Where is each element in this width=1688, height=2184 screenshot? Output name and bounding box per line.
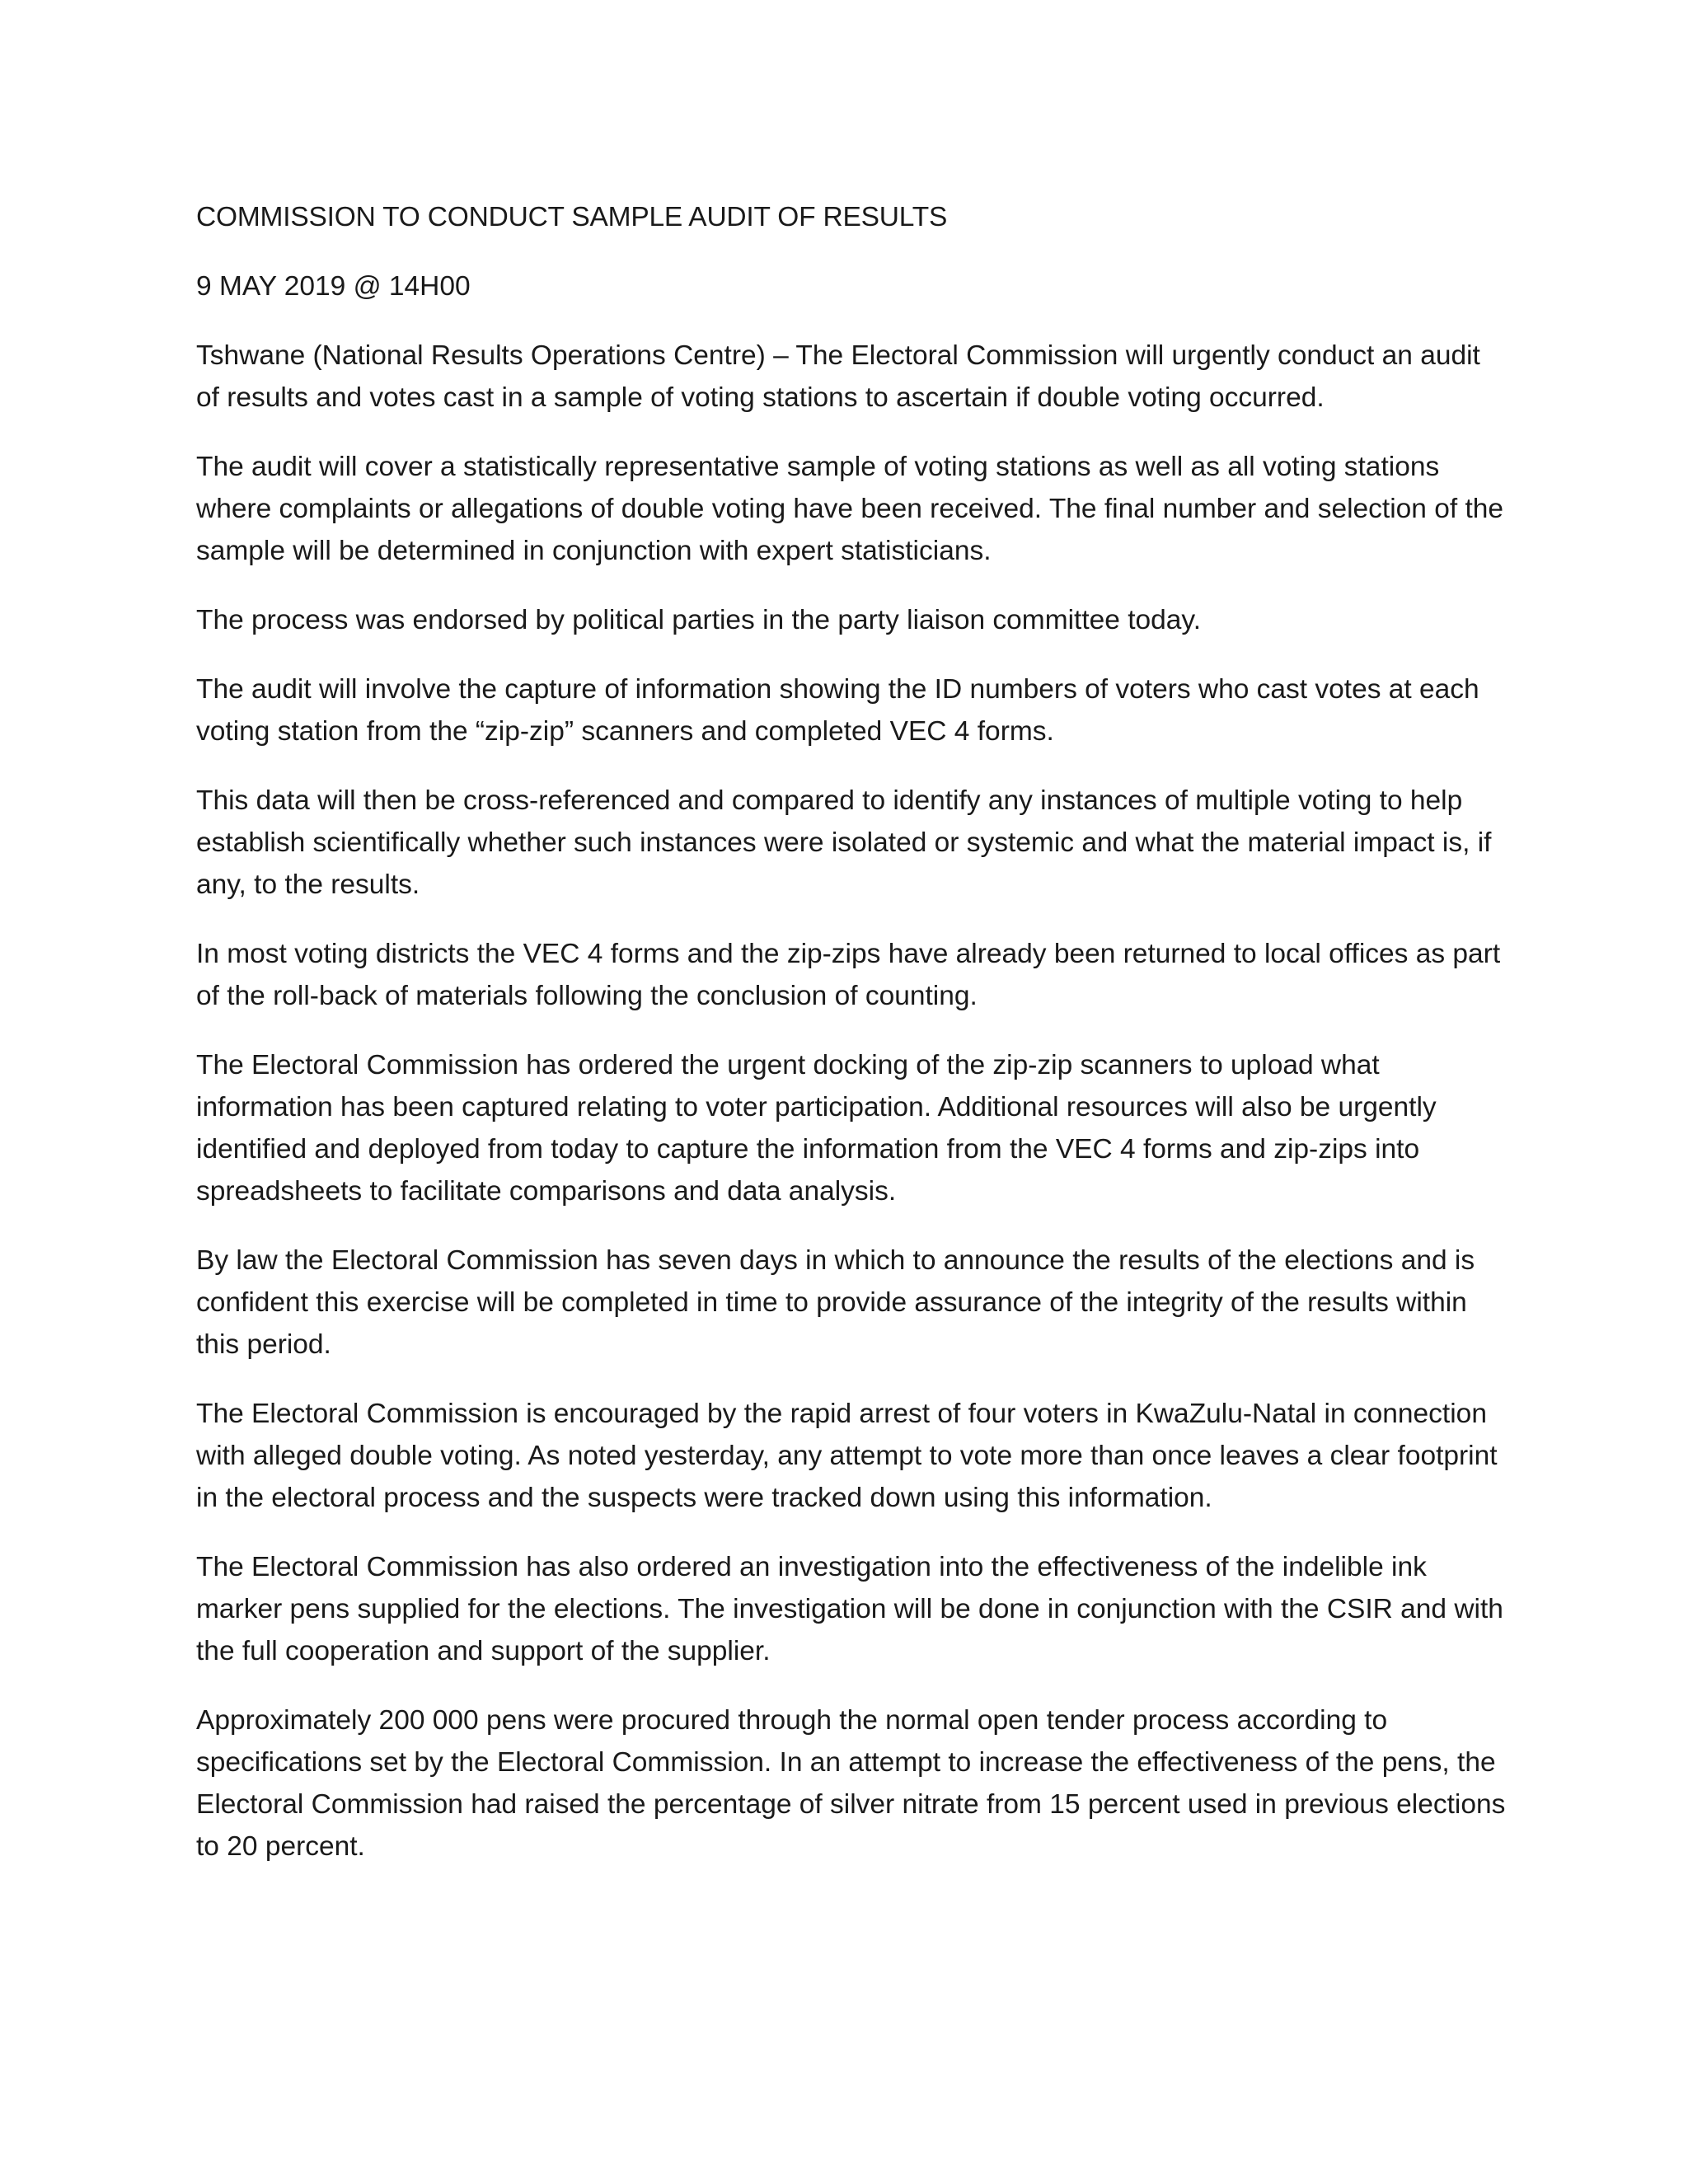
document-body [196,196,1507,1895]
paragraph-endorsement: The process was endorsed by political parties in the party liaison committee today. [196,605,1202,635]
paragraph-materials-returned: In most voting districts the VEC 4 forms and the zip-zips have already been returned to local offices as part of the roll-back of materials following the conclusion of counting. [196,939,1501,1011]
paragraph-location-intro: Tshwane (National Results Operations Centre) – The Electoral Commission will urgently conduct an audit of results and votes cast in a sample of voting stations to ascertain if double voting occurred. [196,340,1480,413]
paragraph-docking-scanners: The Electoral Commission has ordered the urgent docking of the zip-zip scanners to upload what information has been captured relating to voter participation. Additional resources will also be urgently identified and deployed from today to capture the information from the VEC 4 forms and zip-zips into spreadsheets to facilitate comparisons and data analysis. [196,1050,1437,1207]
paragraph-cross-reference: This data will then be cross-referenced and compared to identify any instances of multiple voting to help establish scientifically whether such instances were isolated or systemic and what the material impact is, if any, to the results. [196,785,1492,900]
paragraph-capture-info: The audit will involve the capture of information showing the ID numbers of voters who cast votes at each voting station from the “zip-zip” scanners and completed VEC 4 forms. [196,674,1479,747]
document-title: COMMISSION TO CONDUCT SAMPLE AUDIT OF RESULTS [196,202,948,232]
paragraph-arrests: The Electoral Commission is encouraged by the rapid arrest of four voters in KwaZulu-Natal in connection with alleged double voting. As noted yesterday, any attempt to vote more than once leaves a clear footprint in the electoral process and the suspects were tracked down using this information. [196,1399,1498,1513]
paragraph-pens-procured: Approximately 200 000 pens were procured through the normal open tender process according to specifications set by the Electoral Commission. In an attempt to increase the effectiveness of the pens, the Electoral Commission had raised the percentage of silver nitrate from 15 percent used in previous elections to 20 percent. [196,1705,1506,1862]
paragraph-ink-investigation: The Electoral Commission has also ordered an investigation into the effectiveness of the indelible ink marker pens supplied for the elections. The investigation will be done in conjunction with the CSIR and with the full cooperation and support of the supplier. [196,1552,1503,1666]
paragraph-audit-scope: The audit will cover a statistically representative sample of voting stations as well as all voting stations where complaints or allegations of double voting have been received. The final number and selection of the sample will be determined in conjunction with expert statisticians. [196,452,1504,566]
paragraph-seven-days: By law the Electoral Commission has seven days in which to announce the results of the elections and is confident this exercise will be completed in time to provide assurance of the integrity of the results within this period. [196,1245,1475,1360]
document-dateline: 9 MAY 2019 @ 14H00 [196,271,471,302]
